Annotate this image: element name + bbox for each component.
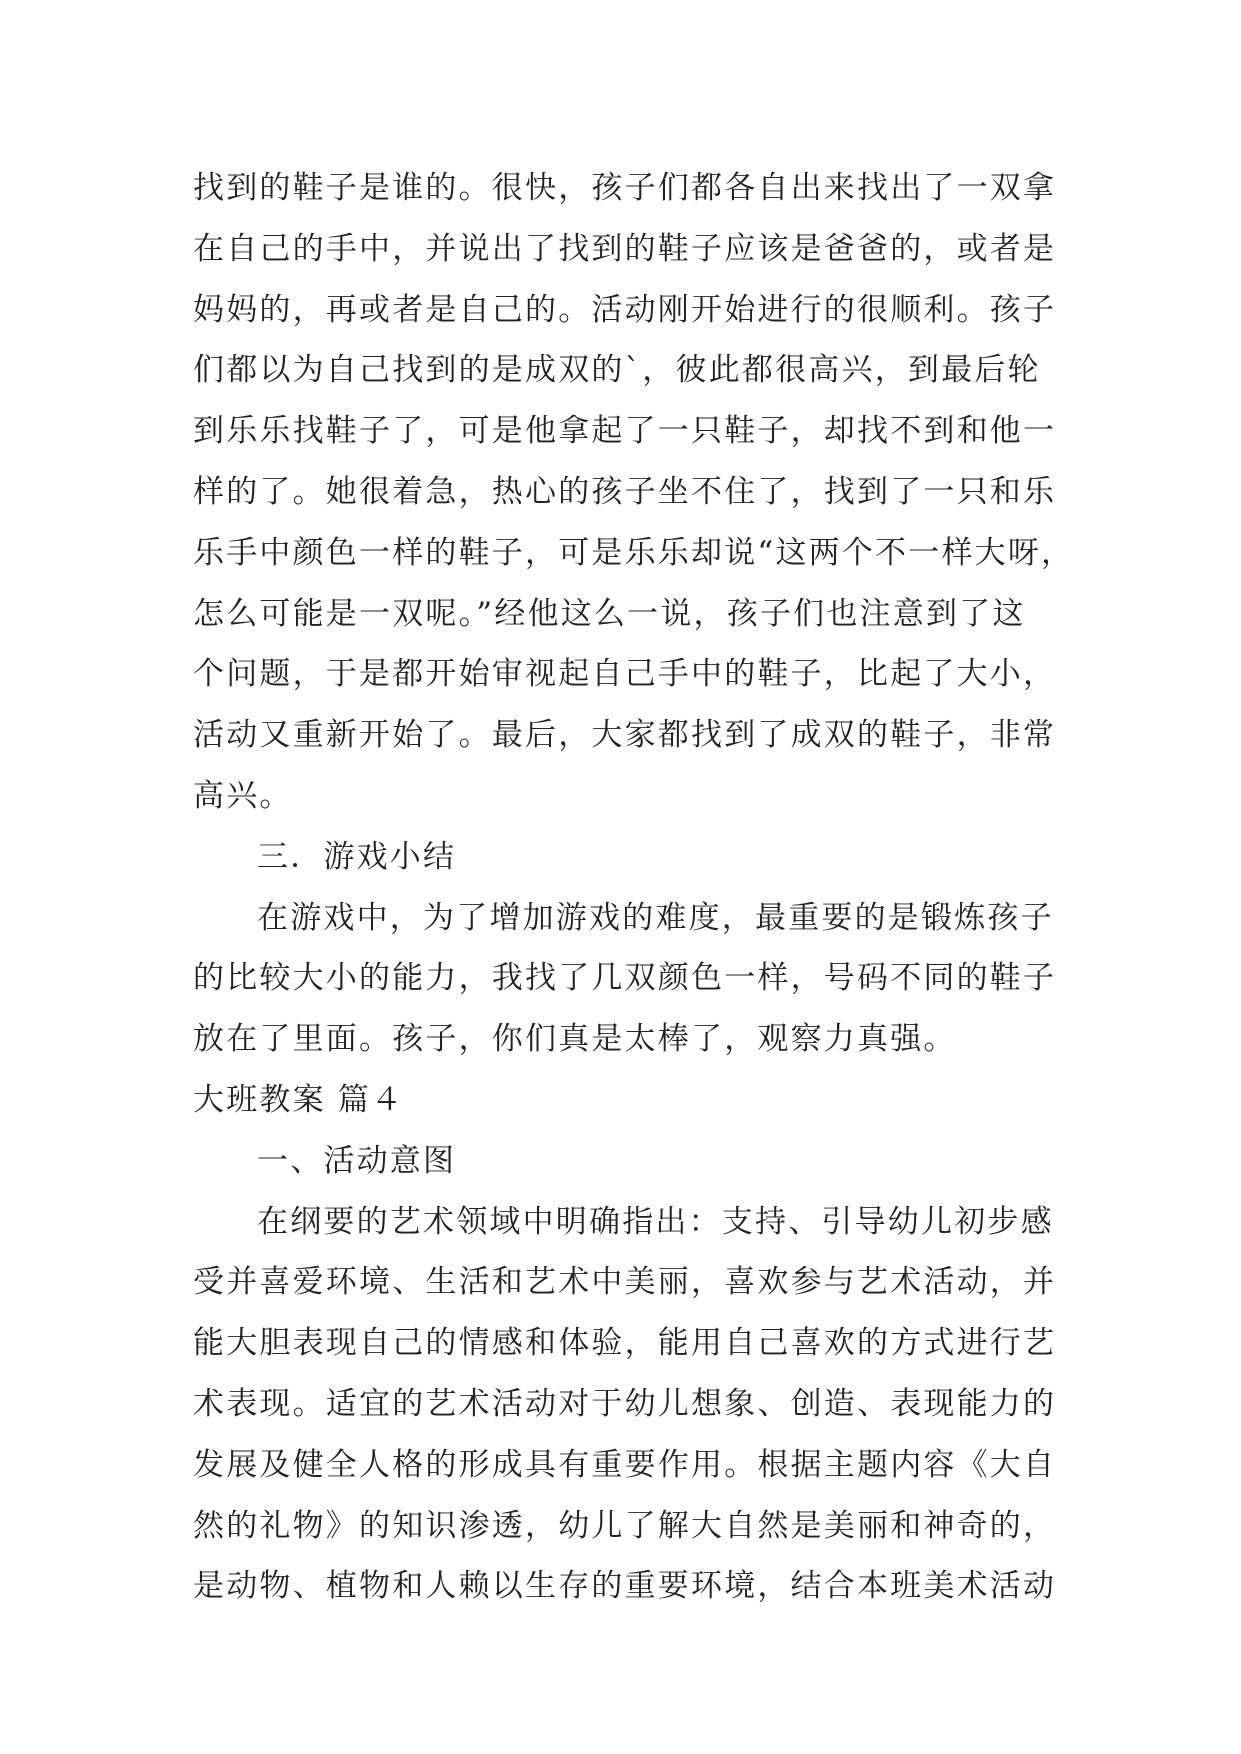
paragraph-line: 是动物、植物和人赖以生存的重要环境，结合本班美术活动	[193, 1568, 1057, 1605]
paragraph-line: 怎么可能是一双呢。”经他这么一说，孩子们也注意到了这	[193, 595, 1026, 632]
paragraph-line: 活动又重新开始了。最后，大家都找到了成双的鞋子，非常	[193, 717, 1057, 754]
paragraph-line: 找到的鞋子是谁的。很快，孩子们都各自出来找出了一双拿	[193, 170, 1057, 206]
paragraph-line: 在自己的手中，并说出了找到的鞋子应该是爸爸的，或者是	[193, 230, 1057, 267]
paragraph-line: 样的了。她很着急，热心的孩子坐不住了，找到了一只和乐	[193, 473, 1057, 510]
paragraph-line: 受并喜爱环境、生活和艺术中美丽，喜欢参与艺术活动，并	[193, 1264, 1057, 1301]
paragraph-line: 乐手中颜色一样的鞋子，可是乐乐却说“这两个不一样大呀，	[193, 534, 1075, 571]
paragraph-line: 发展及健全人格的形成具有重要作用。根据主题内容《大自	[193, 1446, 1057, 1483]
paragraph-line: 在游戏中，为了增加游戏的难度，最重要的是锻炼孩子	[257, 899, 1054, 936]
paragraph-line: 高兴。	[193, 777, 293, 814]
document-body	[193, 158, 1073, 1617]
paragraph-line: 个问题，于是都开始审视起自己手中的鞋子，比起了大小，	[193, 656, 1057, 693]
paragraph-line: 术表现。适宜的艺术活动对于幼儿想象、创造、表现能力的	[193, 1385, 1057, 1422]
paragraph-line: 们都以为自己找到的是成双的`，彼此都很高兴，到最后轮	[193, 352, 1041, 389]
paragraph-line: 放在了里面。孩子，你们真是太棒了，观察力真强。	[193, 1021, 957, 1058]
paragraph-line: 的比较大小的能力，我找了几双颜色一样，号码不同的鞋子	[193, 960, 1057, 997]
article-title: 大班教案 篇４	[193, 1081, 405, 1118]
paragraph-line: 到乐乐找鞋子了，可是他拿起了一只鞋子，却找不到和他一	[193, 413, 1057, 450]
paragraph-line: 然的礼物》的知识渗透，幼儿了解大自然是美丽和神奇的，	[193, 1507, 1057, 1544]
paragraph-line: 在纲要的艺术领域中明确指出：支持、引导幼儿初步感	[257, 1203, 1054, 1240]
paragraph-line: 能大胆表现自己的情感和体验，能用自己喜欢的方式进行艺	[193, 1325, 1057, 1362]
section-heading: 三．游戏小结	[257, 838, 457, 875]
section-heading: 一、活动意图	[257, 1142, 457, 1179]
paragraph-line: 妈妈的，再或者是自己的。活动刚开始进行的很顺利。孩子	[193, 291, 1057, 328]
